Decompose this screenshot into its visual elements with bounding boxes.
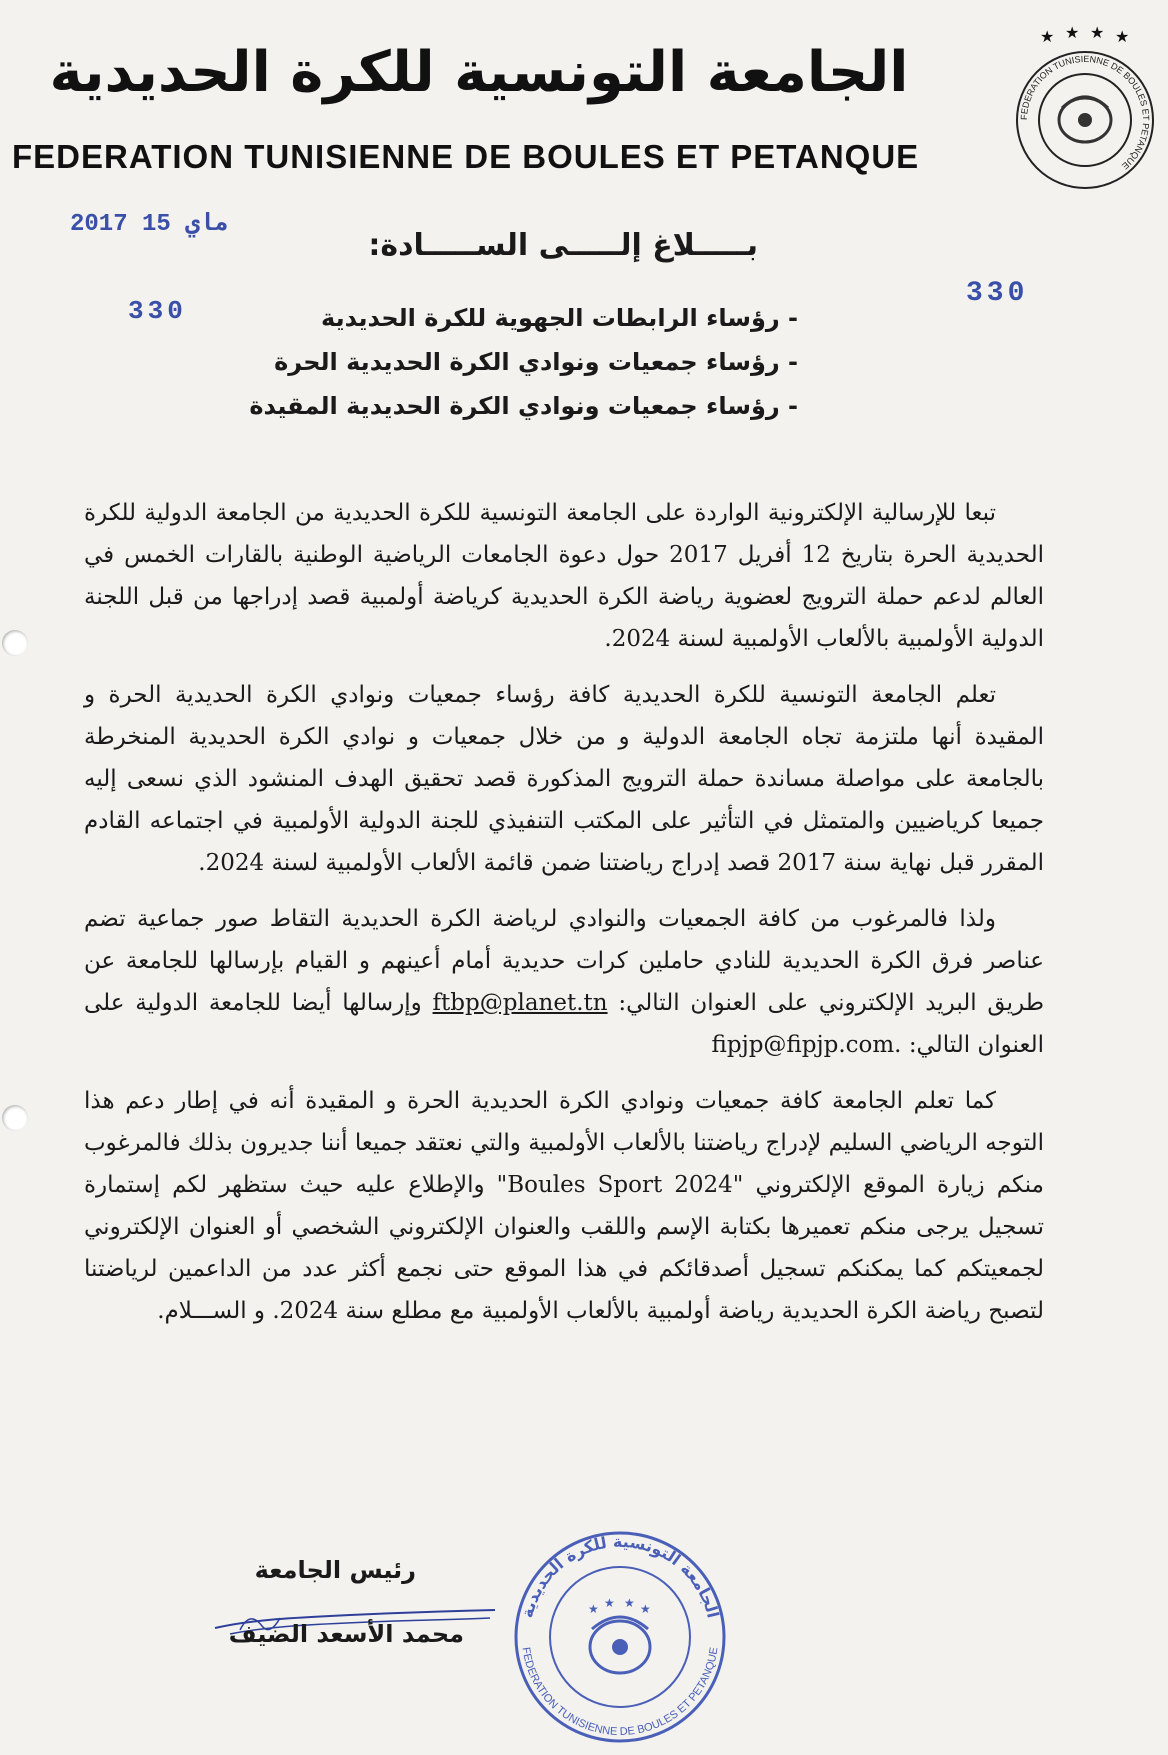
recipient-item: - رؤساء جمعيات ونوادي الكرة الحديدية الحرة xyxy=(274,348,798,376)
logo-ring-text: FEDERATION TUNISIENNE DE BOULES ET PETANQUE xyxy=(1018,53,1152,172)
federation-logo xyxy=(1010,20,1160,200)
federation-title-arabic: الجامعة التونسية للكرة الحديدية xyxy=(49,40,909,105)
svg-text:FEDERATION TUNISIENNE DE BOULE xyxy=(520,1646,721,1738)
signatory-name: محمد الأسعد الضيف xyxy=(228,1620,464,1648)
paragraph-2: تعلم الجامعة التونسية للكرة الحديدية كافة رؤساء جمعيات ونوادي الكرة الحديدية الحرة و المقيدة أنها ملتزمة تجاه الجامعة الدولية و من خلال جمعيات و نوادي الكرة الحديدية المنخرطة بالجامعة على مواصلة مساندة حملة الترويج المذكورة قصد تحقيق الهدف المنشود الذي نسعى إليه جميعا كرياضيين والمتمثل في التأثير على المكتب التنفيذي للجنة الدولية الأولمبية في اجتماعه القادم المقرر قبل نهاية سنة 2017 قصد إدراج رياضتنا ضمن قائمة الألعاب الأولمبية لسنة 2024. xyxy=(84,682,1044,876)
svg-text:★: ★ xyxy=(1090,23,1105,42)
paragraph-4 xyxy=(84,1080,1044,1332)
svg-text:★: ★ xyxy=(604,1596,615,1610)
date-stamp: 2017 ماي 15 xyxy=(70,211,229,238)
svg-text:★: ★ xyxy=(1115,27,1130,46)
svg-text:★: ★ xyxy=(640,1602,651,1616)
recipient-item: - رؤساء جمعيات ونوادي الكرة الحديدية المقيدة xyxy=(249,392,798,420)
official-round-stamp xyxy=(500,1525,740,1750)
stamp-ring-text: FEDERATION TUNISIENNE DE BOULES ET PETANQUE xyxy=(519,1646,721,1739)
svg-text:الجامعة التونسية للكرة الحديدي xyxy=(517,1532,723,1620)
recipients-list xyxy=(238,296,798,428)
svg-text:★: ★ xyxy=(588,1602,599,1616)
website-name: "Boules Sport 2024" xyxy=(496,1172,744,1198)
svg-text:★: ★ xyxy=(1040,27,1055,46)
email-fipjp-link[interactable]: fipjp@fipjp.com. xyxy=(711,1032,902,1058)
reference-number-right: 330 xyxy=(966,278,1029,309)
federation-title-french: FEDERATION TUNISIENNE DE BOULES ET PETANQUE xyxy=(12,138,920,175)
svg-text:★: ★ xyxy=(1065,23,1080,42)
svg-text:★: ★ xyxy=(624,1596,635,1610)
paragraph-4-text-b: والإطلاع عليه حيث ستظهر لكم إستمارة تسجيل يرجى منكم تعميرها بكتابة الإسم واللقب والعنوان الإلكتروني الشخصي أو العنوان الإلكتروني لجمعيتكم كما يمكنكم تسجيل أصدقائكم في هذا الموقع حتى نجمع أكثر عدد من الداعمين لرياضتنا لتصبح رياضة الكرة الحديدية رياضة أولمبية بالألعاب الأولمبية مع مطلع سنة 2024. و الســـلام. xyxy=(84,1172,1044,1324)
stamp-arabic-text: الجامعة التونسية للكرة الحديدية xyxy=(517,1531,723,1620)
notice-heading: بـــــلاغ إلـــــى الســـــادة: xyxy=(368,228,758,263)
paragraph-1: تبعا للإرسالية الإلكترونية الواردة على الجامعة التونسية للكرة الحديدية من الجامعة الدولية للكرة الحديدية الحرة بتاريخ 12 أفريل 2017 حول دعوة الجامعات الرياضية الوطنية بالقارات الخمس في العالم لدعم حملة الترويج لعضوية رياضة الكرة الحديدية كرياضة أولمبية قصد إدراجها من قبل اللجنة الدولية الأولمبية بالألعاب الأولمبية لسنة 2024. xyxy=(84,500,1044,652)
recipient-item: - رؤساء الرابطات الجهوية للكرة الحديدية xyxy=(321,304,798,332)
paragraph-3-text-b: وإرسالها أيضا للجامعة الدولية على العنوان التالي: xyxy=(84,990,1044,1058)
signatory-title: رئيس الجامعة xyxy=(254,1556,416,1584)
paragraph-4-text-a: كما تعلم الجامعة كافة جمعيات ونوادي الكرة الحديدية الحرة و المقيدة أنه في إطار دعم هذا التوجه الرياضي السليم لإدراج رياضتنا بالألعاب الأولمبية والتي نعتقد جميعا أننا جديرون بذلك فالمرغوب منكم زيارة الموقع الإلكتروني xyxy=(84,1088,1044,1198)
letter-body xyxy=(84,492,1044,1346)
binder-hole xyxy=(2,1105,28,1131)
reference-number-left: 330 xyxy=(128,296,187,326)
binder-hole xyxy=(2,630,28,656)
paragraph-3-text-a: ولذا فالمرغوب من كافة الجمعيات والنوادي لرياضة الكرة الحديدية التقاط صور جماعية تضم عناصر فرق الكرة الحديدية للنادي حاملين كرات حديدية أمام أعينهم و القيام بإرسالها للجامعة عن طريق البريد الإلكتروني على العنوان التالي: xyxy=(84,906,1045,1016)
paragraph-3 xyxy=(84,898,1044,1066)
email-ftbp-link[interactable]: ftbp@planet.tn xyxy=(432,990,608,1016)
